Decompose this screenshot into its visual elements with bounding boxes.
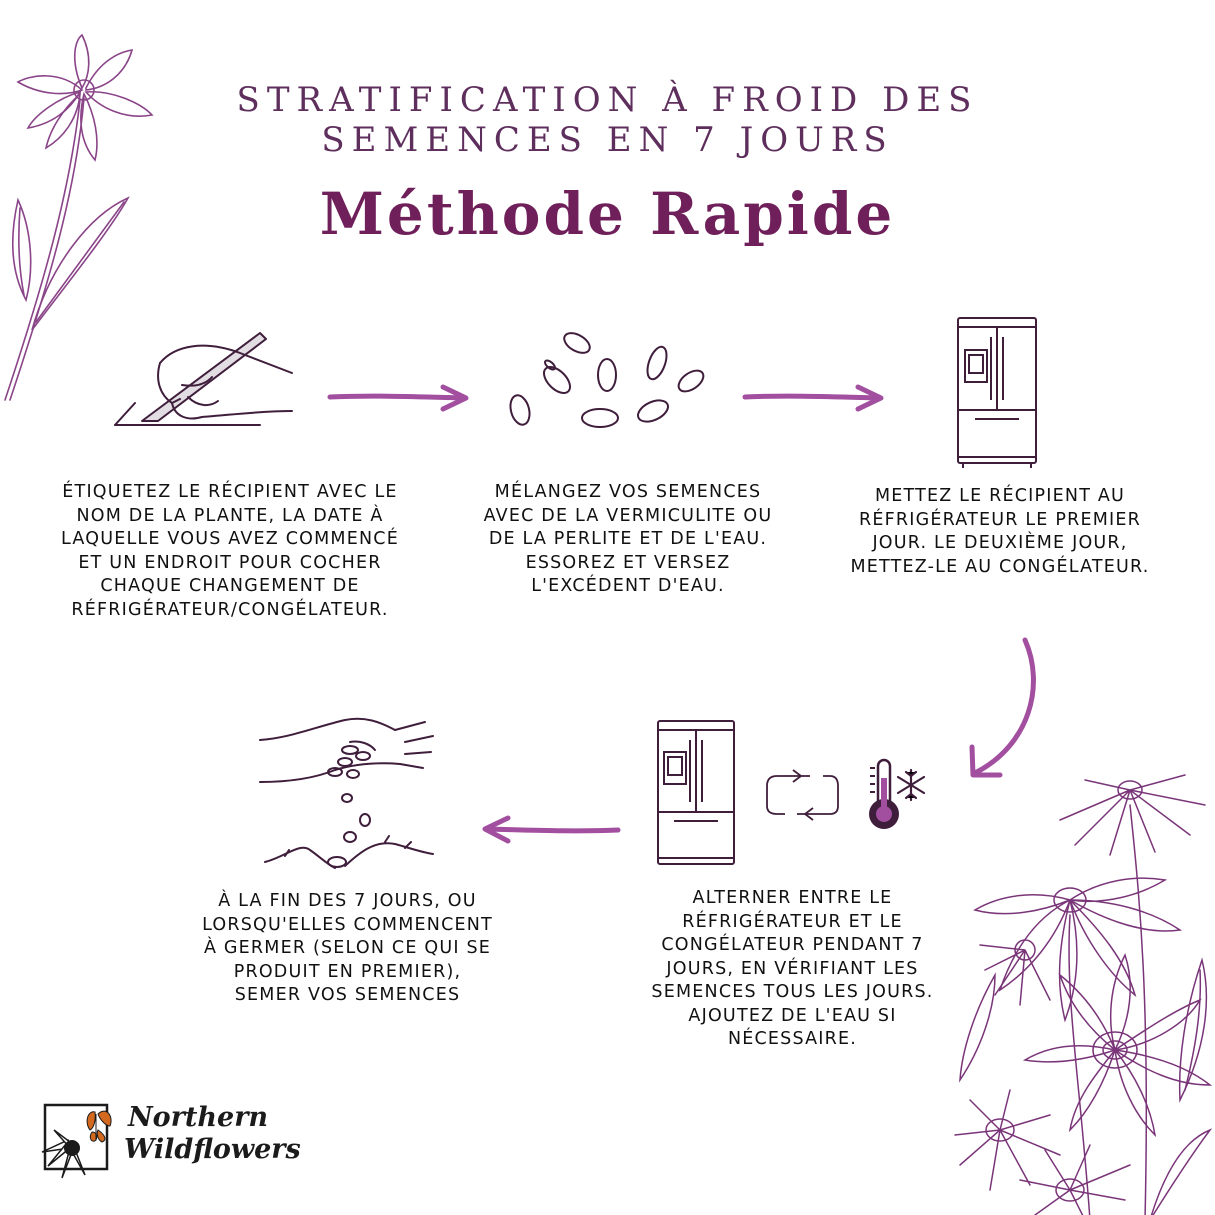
arrow-right-1 <box>325 383 475 413</box>
step-5-text: À LA FIN DES 7 JOURS, OU LORSQU'ELLES COMMENCENT À GERMER (SELON CE QUI SE PRODUIT EN PREMIER), SEMER VOS SEMENCES <box>202 891 493 1005</box>
hand-sowing-seeds-icon <box>255 712 440 882</box>
step-2-text: MÉLANGEZ VOS SEMENCES AVEC DE LA VERMICULITE OU DE LA PERLITE ET DE L'EAU. ESSOREZ ET VERSEZ L'EXCÉDENT D'EAU. <box>483 482 773 596</box>
brand-name-line-1: Northern <box>128 1102 269 1133</box>
subtitle-line-1: STRATIFICATION À FROID DES <box>236 80 979 120</box>
page-title: Méthode Rapide <box>319 180 896 248</box>
hand-writing-icon <box>110 325 300 435</box>
arrow-right-2 <box>740 383 890 413</box>
arrow-left <box>478 815 628 845</box>
flower-decoration-bottom-right <box>940 750 1215 1215</box>
subtitle-line-2: SEMENCES EN 7 JOURS <box>321 120 894 160</box>
arrow-curved-down <box>960 635 1050 785</box>
step-1-text: ÉTIQUETEZ LE RÉCIPIENT AVEC LE NOM DE LA PLANTE, LA DATE À LAQUELLE VOUS AVEZ COMMENCÉ ET UN ENDROIT POUR COCHER CHAQUE CHANGEMENT DE RÉFRIGÉRATEUR/CONGÉLATEUR. <box>61 482 399 620</box>
brand-name-line-2: Wildflowers <box>124 1134 301 1165</box>
refrigerator-icon <box>955 315 1040 470</box>
refrigerator-cycle-thermometer-icon <box>655 718 945 868</box>
butterfly-flower-logo <box>40 1100 120 1180</box>
step-3-text: METTEZ LE RÉCIPIENT AU RÉFRIGÉRATEUR LE PREMIER JOUR. LE DEUXIÈME JOUR, METTEZ-LE AU CONGÉLATEUR. <box>850 486 1150 577</box>
step-4-text: ALTERNER ENTRE LE RÉFRIGÉRATEUR ET LE CONGÉLATEUR PENDANT 7 JOURS, EN VÉRIFIANT LES SEMENCES TOUS LES JOURS. AJOUTEZ DE L'EAU SI NÉCESSAIRE. <box>651 888 934 1049</box>
seeds-icon <box>505 325 705 435</box>
